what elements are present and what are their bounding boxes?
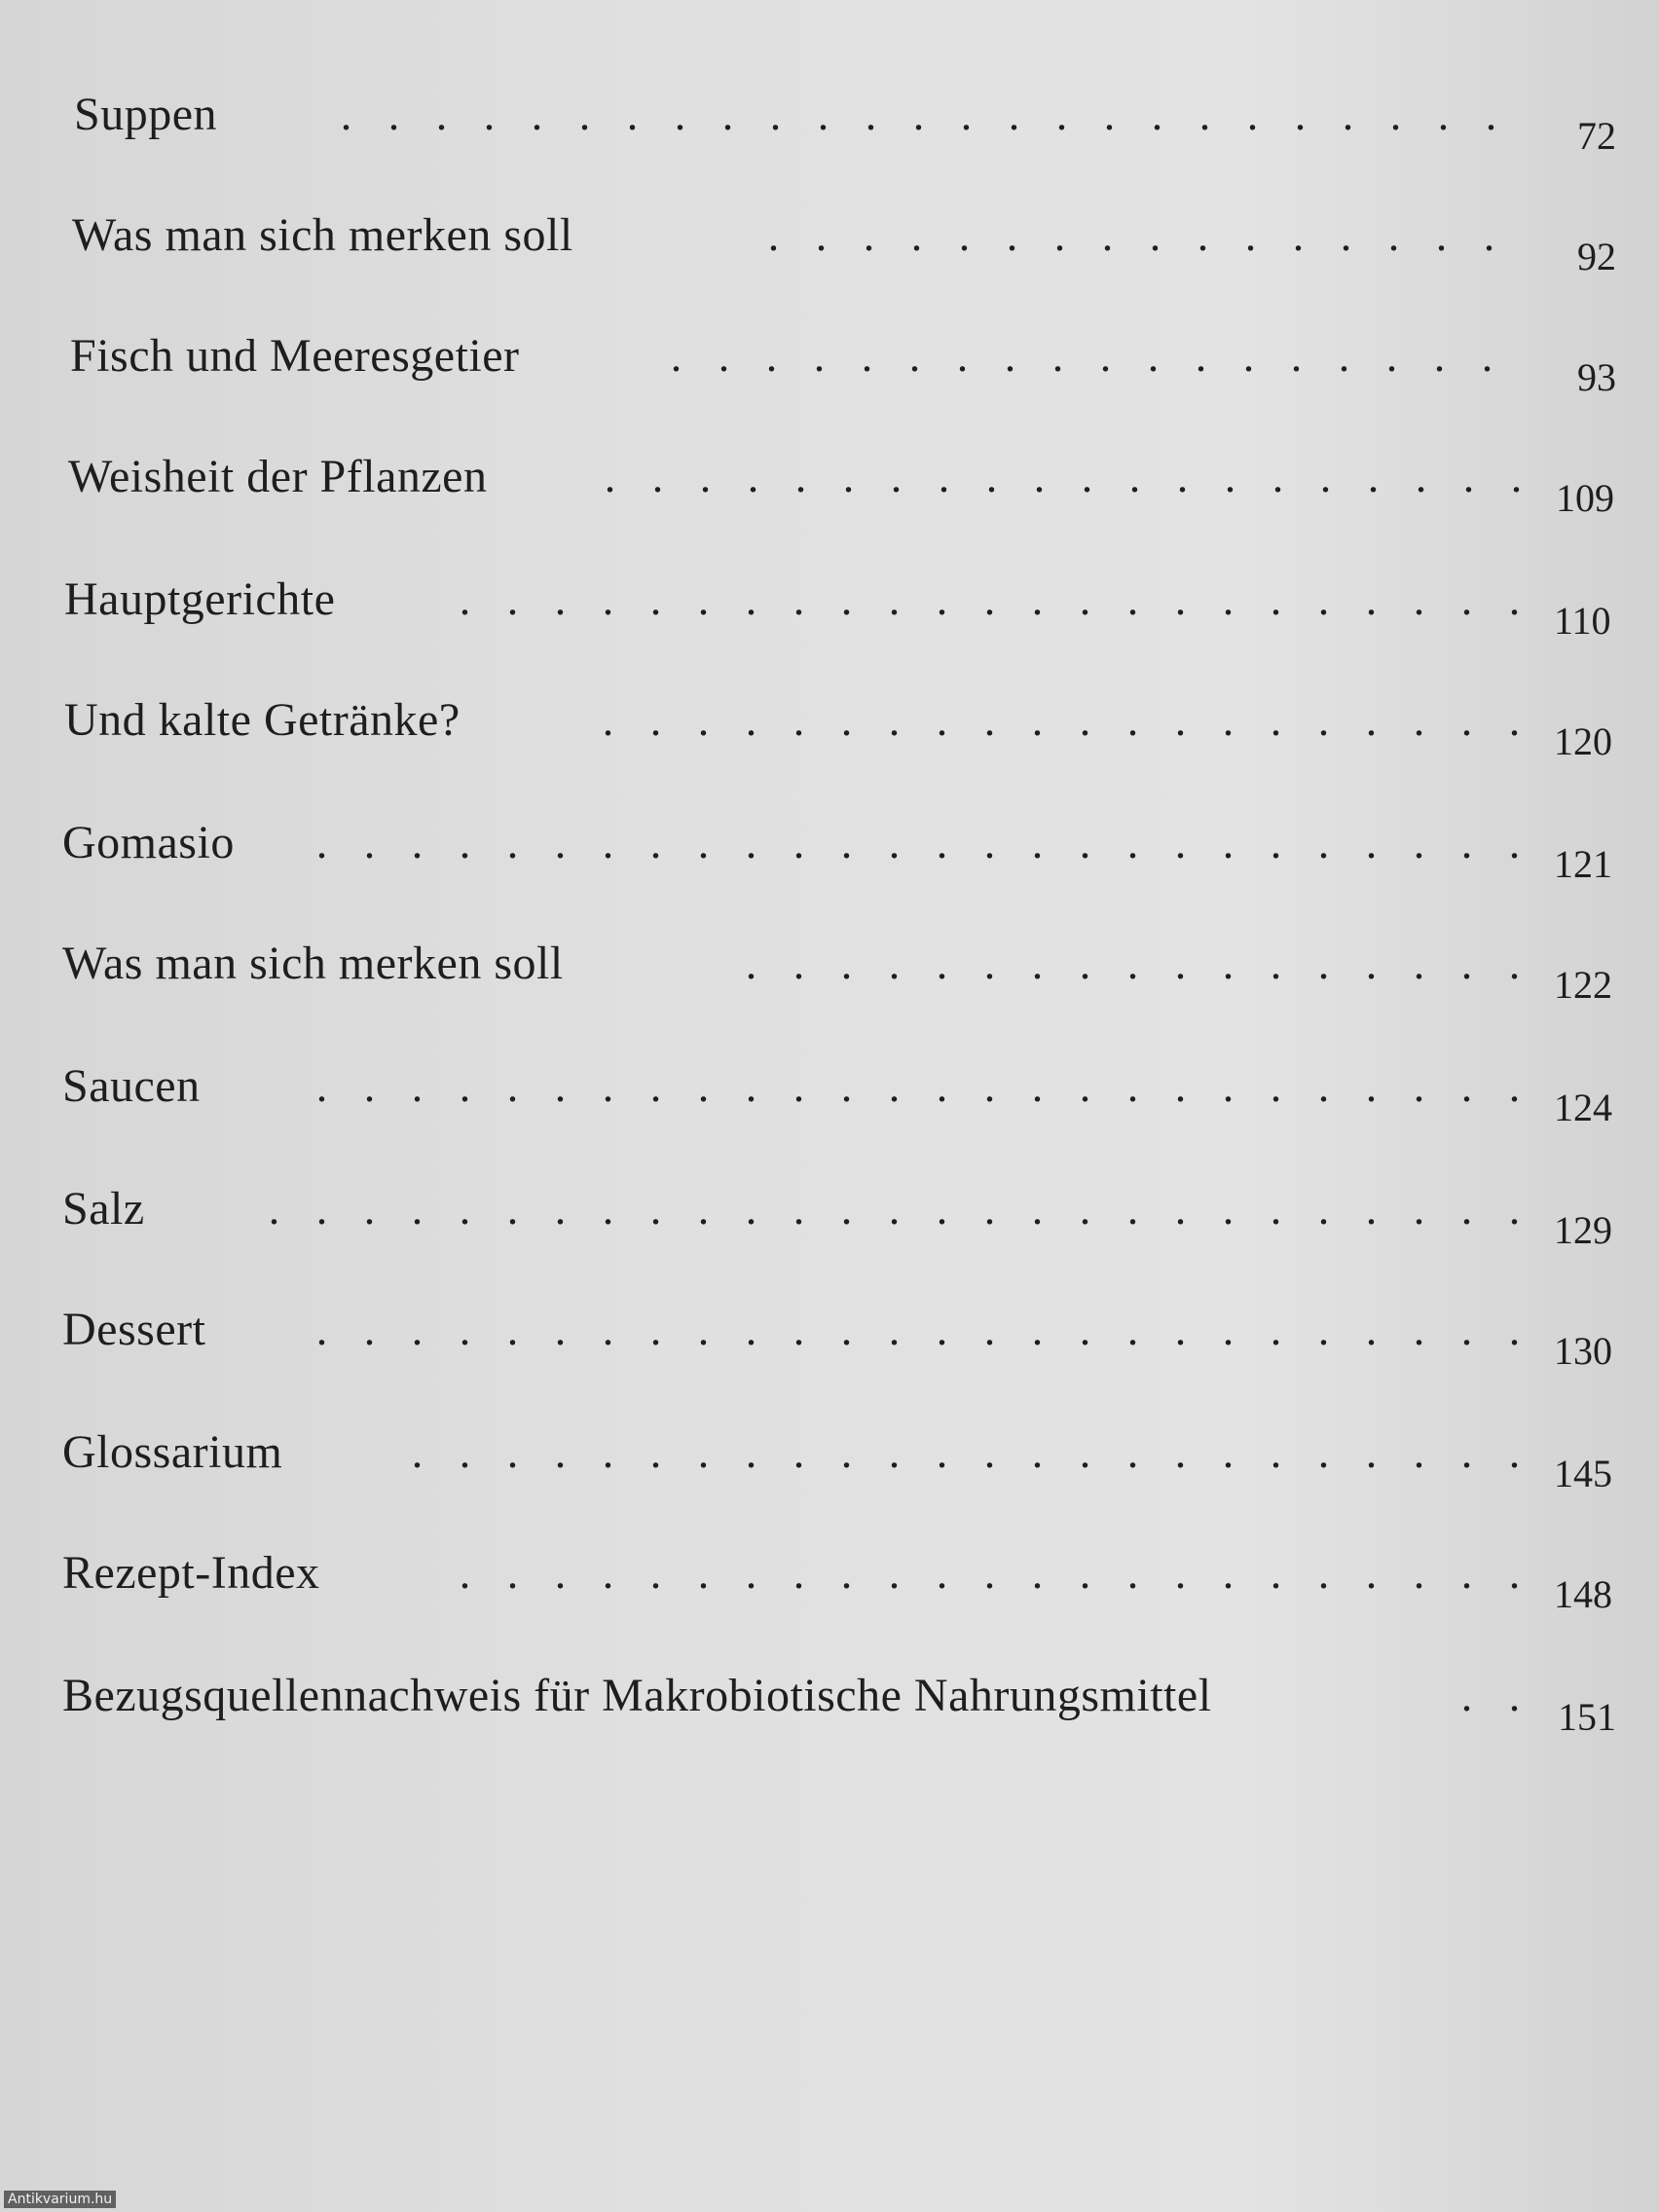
toc-entry <box>62 1546 1626 1624</box>
toc-entry-page: 124 <box>1554 1086 1612 1129</box>
toc-entry <box>62 816 1626 894</box>
toc-entry <box>62 1425 1626 1503</box>
toc-entry-title: Glossarium <box>62 1426 283 1478</box>
toc-entry-title: Weisheit der Pflanzen <box>68 451 488 502</box>
toc-entry-leader: . . . . . . . . . . . . . . . . . . . . . . . . . . . <box>268 1184 1521 1234</box>
toc-entry-leader: . . <box>1460 1671 1521 1720</box>
toc-entry-leader: . . . . . . . . . . . . . . . . . . . . . . . <box>459 574 1521 624</box>
toc-entry-title: Salz <box>62 1183 145 1235</box>
toc-entry-page: 151 <box>1558 1695 1616 1739</box>
toc-entry-leader: . . . . . . . . . . . . . . . . <box>767 210 1495 260</box>
toc-entry-title: Und kalte Getränke? <box>64 694 461 746</box>
toc-entry-title: Gomasio <box>62 817 235 868</box>
toc-entry-leader: . . . . . . . . . . . . . . . . . . . . . . . . <box>411 1427 1521 1477</box>
toc-entry-page: 129 <box>1554 1208 1612 1252</box>
toc-entry-title: Dessert <box>62 1304 206 1355</box>
toc-entry <box>62 937 1626 1014</box>
toc-entry-title: Hauptgerichte <box>64 573 336 625</box>
toc-entry-leader: . . . . . . . . . . . . . . . . . . . . . . . . . . <box>315 1305 1521 1354</box>
toc-entry-page: 93 <box>1577 355 1616 399</box>
toc-entry-title: Bezugsquellennachweis für Makrobiotische Nahrungsmittel <box>62 1670 1212 1721</box>
toc-entry-title: Saucen <box>62 1060 201 1112</box>
toc-entry-title: Was man sich merken soll <box>62 938 564 989</box>
toc-entry <box>64 693 1626 771</box>
toc-entry-page: 110 <box>1554 599 1611 643</box>
toc-entry-leader: . . . . . . . . . . . . . . . . . <box>745 939 1521 988</box>
toc-entry-page: 121 <box>1554 842 1612 886</box>
toc-entry-title: Fisch und Meeresgetier <box>70 330 520 382</box>
toc-entry-title: Was man sich merken soll <box>72 209 573 261</box>
toc-entry-title: Rezept-Index <box>62 1547 320 1599</box>
toc-entry-title: Suppen <box>74 89 217 140</box>
toc-entry-leader: . . . . . . . . . . . . . . . . . . . . . . . . . . <box>315 1061 1521 1111</box>
toc-entry <box>70 329 1618 407</box>
toc-entry-page: 92 <box>1577 235 1616 278</box>
toc-entry <box>68 450 1626 528</box>
watermark: Antikvarium.hu <box>4 2191 116 2208</box>
toc-entry-leader: . . . . . . . . . . . . . . . . . . . . . . . . . . <box>315 818 1521 867</box>
toc-entry-page: 148 <box>1554 1572 1612 1616</box>
toc-entry-leader: . . . . . . . . . . . . . . . . . . . . . . . . . <box>340 90 1497 139</box>
toc-entry <box>74 88 1622 166</box>
toc-entry-page: 130 <box>1554 1329 1612 1373</box>
toc-entry-page: 122 <box>1554 963 1612 1007</box>
toc-entry-page: 72 <box>1577 114 1616 158</box>
toc-entry <box>64 572 1626 650</box>
toc-entry <box>62 1303 1626 1381</box>
toc-entry-page: 145 <box>1554 1452 1612 1495</box>
toc-entry <box>62 1182 1626 1260</box>
toc-entry-leader: . . . . . . . . . . . . . . . . . . . . <box>604 452 1523 501</box>
toc-entry <box>72 208 1620 286</box>
toc-entry-leader: . . . . . . . . . . . . . . . . . . . . <box>602 695 1521 745</box>
toc-entry-leader: . . . . . . . . . . . . . . . . . . <box>670 331 1493 381</box>
toc-entry <box>62 1669 1626 1747</box>
toc-entry-leader: . . . . . . . . . . . . . . . . . . . . . . . <box>459 1548 1521 1598</box>
toc-entry <box>62 1059 1626 1137</box>
toc-entry-page: 109 <box>1556 476 1614 520</box>
toc-entry-page: 120 <box>1554 719 1612 763</box>
